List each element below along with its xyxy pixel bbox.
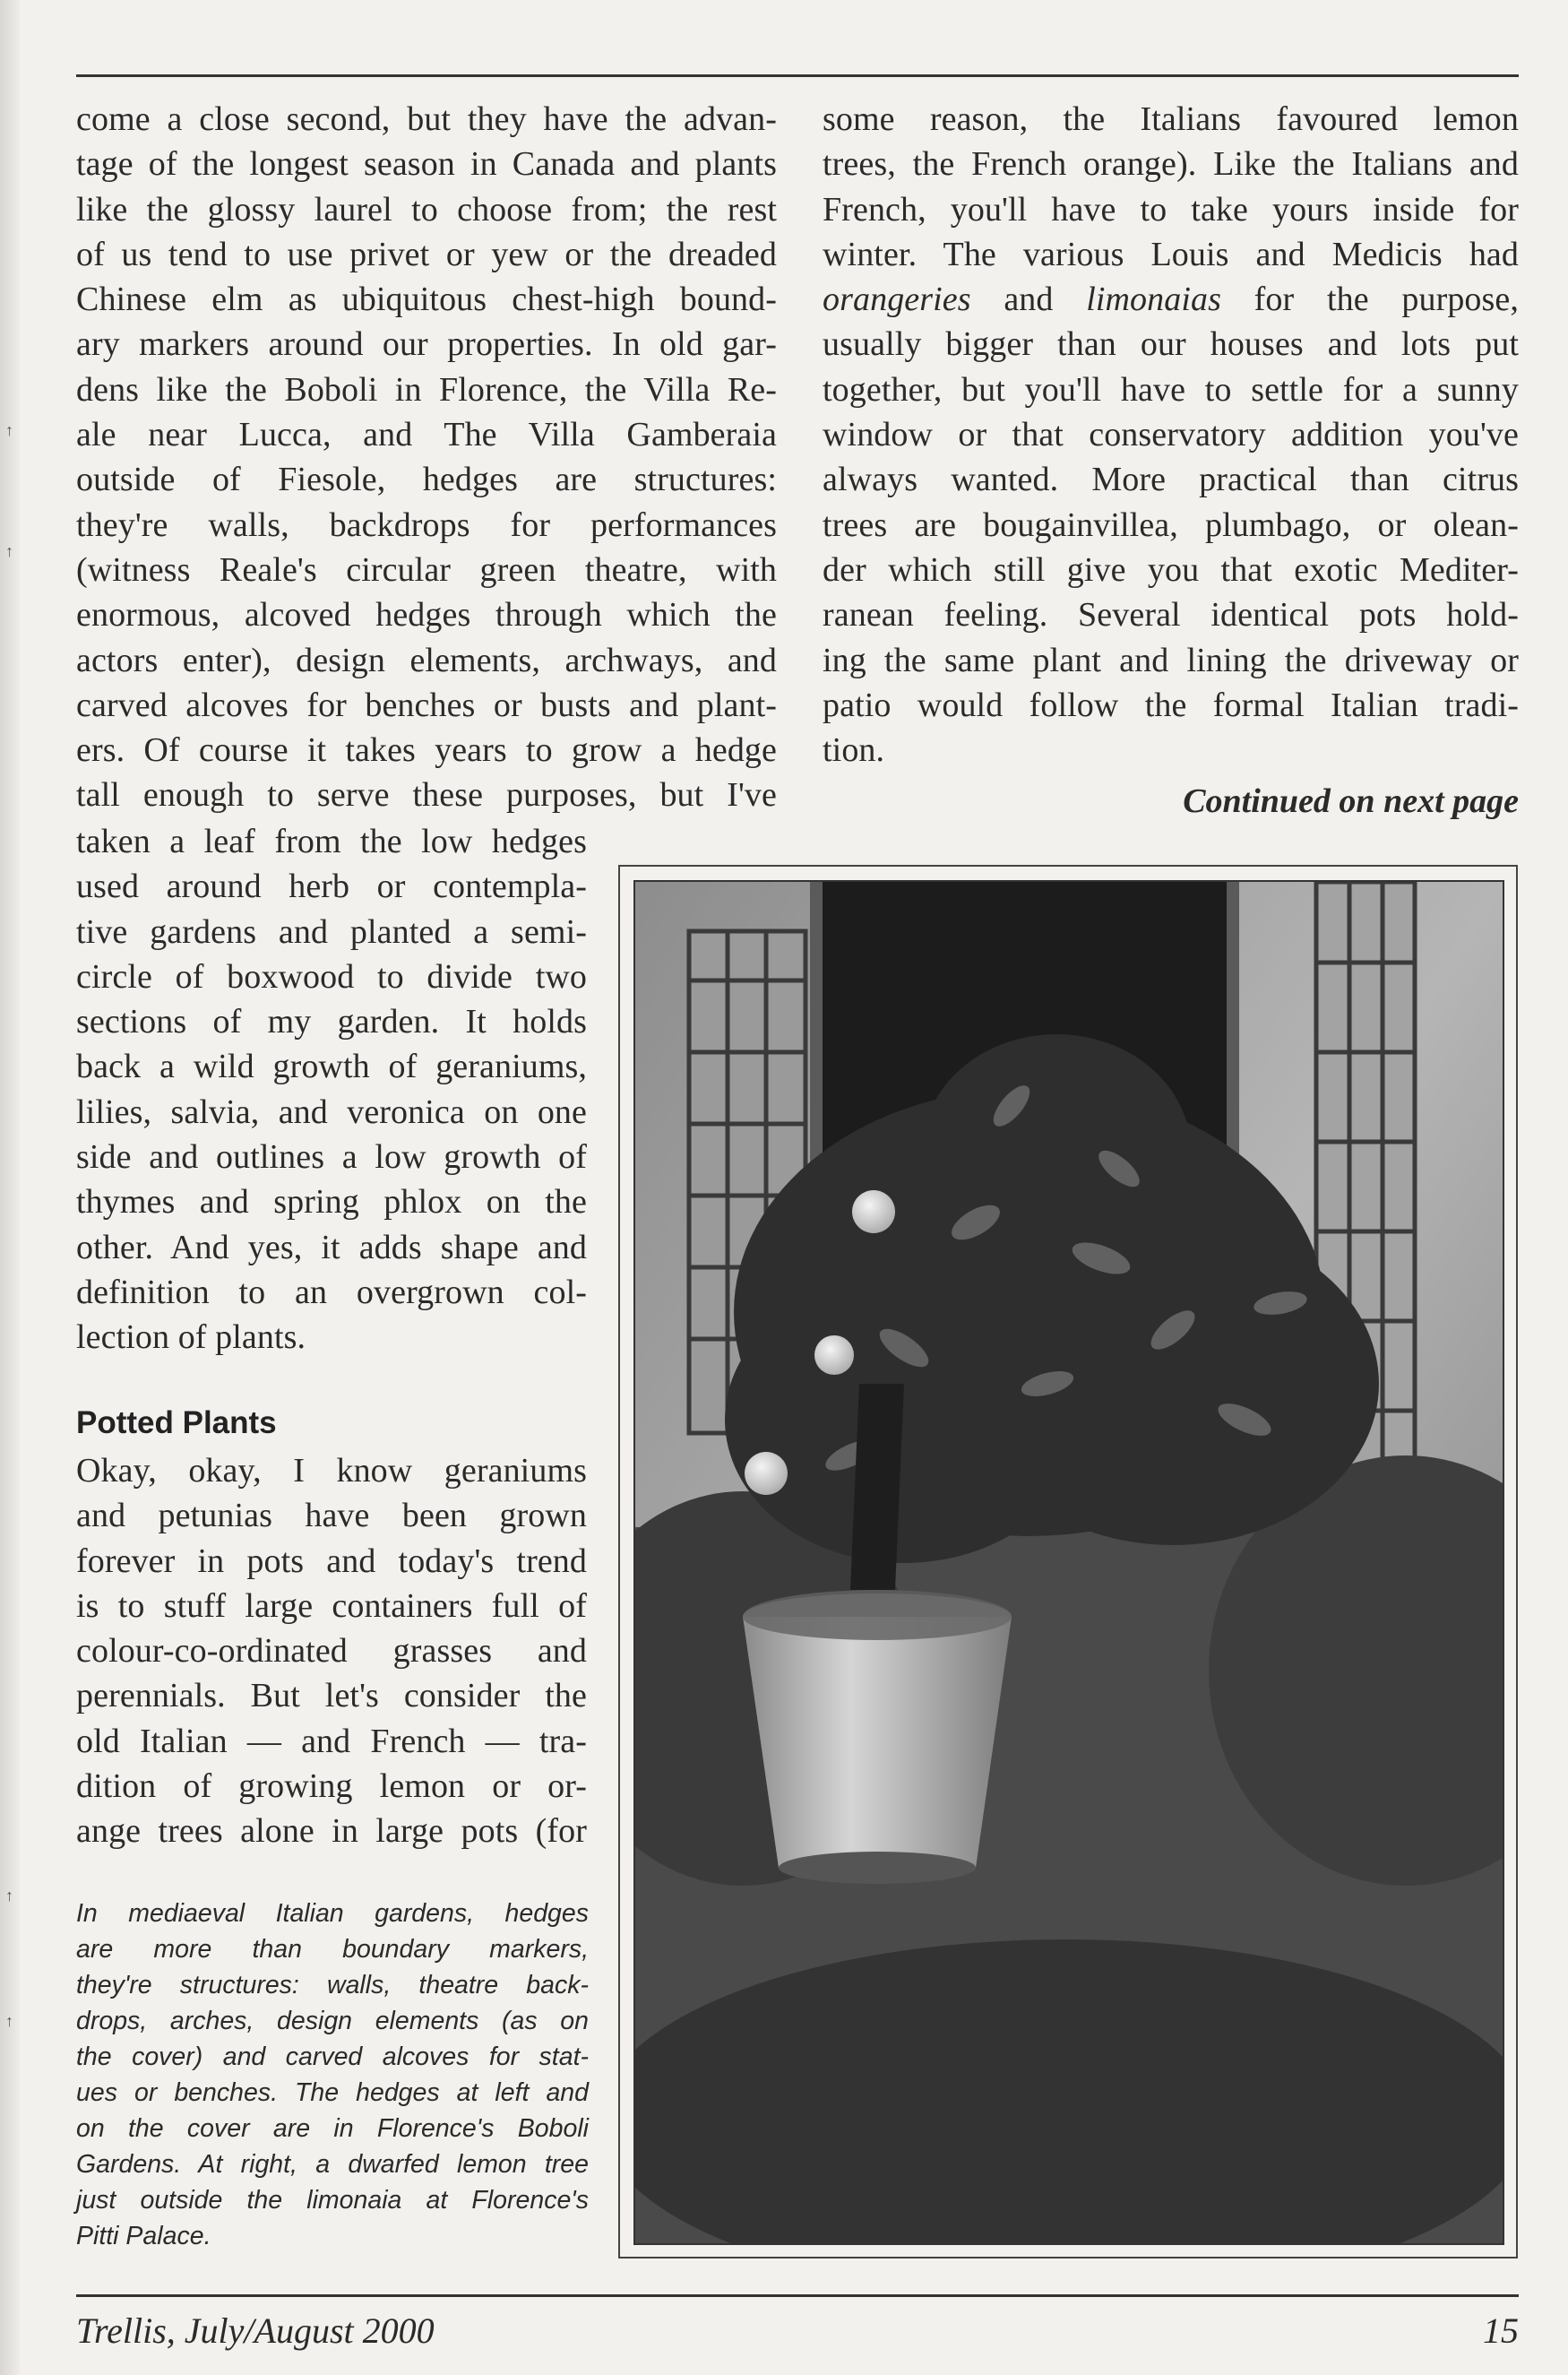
photo-frame xyxy=(618,865,1518,2258)
text-line: outside of Fiesole, hedges are structures: xyxy=(76,461,777,499)
caption-line: are more than boundary markers, xyxy=(76,1935,589,1964)
text-line: side and outlines a low growth of xyxy=(76,1138,587,1177)
text-line: ary markers around our properties. In old gar- xyxy=(76,325,777,364)
bottom-rule xyxy=(76,2294,1519,2297)
text-line: is to stuff large containers full of xyxy=(76,1586,587,1625)
text-line: thymes and spring phlox on the xyxy=(76,1183,587,1222)
page-number: 15 xyxy=(1483,2310,1519,2351)
text-line: usually bigger than our houses and lots put xyxy=(823,325,1519,364)
margin-mark: ↑ xyxy=(5,421,13,439)
text-line: some reason, the Italians favoured lemon xyxy=(823,100,1519,138)
text-line: taken a leaf from the low hedges xyxy=(76,823,587,860)
text-line: they're walls, backdrops for performances xyxy=(76,505,777,544)
text-line: colour-co-ordinated grasses and xyxy=(76,1632,587,1671)
margin-mark: ↑ xyxy=(5,2012,13,2030)
italic-word: orangeries xyxy=(823,281,971,319)
text-line: ranean feeling. Several identical pots hold- xyxy=(823,596,1519,635)
caption-line: the cover) and carved alcoves for stat- xyxy=(76,2042,589,2071)
text-line: French, you'll have to take yours inside for xyxy=(823,190,1519,229)
left-narrow-text xyxy=(76,819,587,1360)
text-line: actors enter), design elements, archways, and xyxy=(76,641,777,679)
continued-note: Continued on next page xyxy=(1183,782,1519,820)
caption-line: ues or benches. The hedges at left and xyxy=(76,2078,589,2107)
text-line: of us tend to use privet or yew or the dreaded xyxy=(76,235,777,273)
text-line: come a close second, but they have the advan- xyxy=(76,100,777,138)
text-line: used around herb or contempla- xyxy=(76,868,587,906)
text-line: together, but you'll have to settle for a sunny xyxy=(823,370,1519,409)
text-line: definition to an overgrown col- xyxy=(76,1273,587,1311)
publication-footer: Trellis, July/August 2000 xyxy=(76,2310,435,2351)
text-line: lilies, salvia, and veronica on one xyxy=(76,1092,587,1131)
text-line: tall enough to serve these purposes, but I've xyxy=(76,776,777,815)
text-line: tion. xyxy=(823,731,885,770)
lemon-tree-photo xyxy=(633,880,1504,2245)
caption-line: Pitti Palace. xyxy=(76,2222,211,2250)
text-line: always wanted. More practical than citrus xyxy=(823,461,1519,499)
text-line: winter. The various Louis and Medicis had xyxy=(823,235,1519,273)
italic-word: limonaias xyxy=(1086,281,1221,319)
text-line: lection of plants. xyxy=(76,1318,306,1357)
text-line: dens like the Boboli in Florence, the Villa Re- xyxy=(76,370,777,409)
text-line: ale near Lucca, and The Villa Gamberaia xyxy=(76,416,777,454)
text-line: back a wild growth of geraniums, xyxy=(76,1048,587,1086)
text-line: ers. Of course it takes years to grow a hedge xyxy=(76,731,777,770)
text-line: ange trees alone in large pots (for xyxy=(76,1812,587,1851)
text-line: trees are bougainvillea, plumbago, or olean- xyxy=(823,505,1519,544)
text-line: der which still give you that exotic Mediter- xyxy=(823,550,1519,589)
top-rule xyxy=(76,74,1519,77)
left-column-text xyxy=(76,97,777,818)
text-line: (witness Reale's circular green theatre, with xyxy=(76,550,777,589)
caption-line: In mediaeval Italian gardens, hedges xyxy=(76,1899,589,1928)
caption-line: they're structures: walls, theatre back- xyxy=(76,1971,589,1999)
text-line: forever in pots and today's trend xyxy=(76,1542,587,1580)
text-line: trees, the French orange). Like the Italians and xyxy=(823,145,1519,184)
text-line: tive gardens and planted a semi- xyxy=(76,912,587,951)
text-line: circle of boxwood to divide two xyxy=(76,957,587,996)
margin-mark: ↑ xyxy=(5,1887,13,1904)
section-heading: Potted Plants xyxy=(76,1405,277,1440)
right-column-text xyxy=(823,97,1519,773)
text-line: old Italian — and French — tra- xyxy=(76,1722,587,1760)
potted-plants-text xyxy=(76,1448,587,1854)
text-line: ing the same plant and lining the driveway or xyxy=(823,641,1519,679)
text-line-italic-words: orangeries and limonaias for the purpose, xyxy=(823,281,1519,319)
text-line: and petunias have been grown xyxy=(76,1497,587,1535)
text-line: patio would follow the formal Italian tradi- xyxy=(823,686,1519,724)
photo-caption xyxy=(76,1896,589,2254)
text-line: like the glossy laurel to choose from; the rest xyxy=(76,190,777,229)
caption-line: just outside the limonaia at Florence's xyxy=(76,2186,589,2215)
text-line: other. And yes, it adds shape and xyxy=(76,1228,587,1266)
margin-mark: ↑ xyxy=(5,542,13,560)
text-line: enormous, alcoved hedges through which the xyxy=(76,596,777,635)
text-line: Okay, okay, I know geraniums xyxy=(76,1452,587,1490)
text-line: sections of my garden. It holds xyxy=(76,1003,587,1041)
text-line: carved alcoves for benches or busts and plant- xyxy=(76,686,777,724)
text-line: tage of the longest season in Canada and plants xyxy=(76,145,777,184)
caption-line: Gardens. At right, a dwarfed lemon tree xyxy=(76,2150,589,2179)
text-line: dition of growing lemon or or- xyxy=(76,1767,587,1806)
text-line: Chinese elm as ubiquitous chest-high bound- xyxy=(76,281,777,319)
text-line: perennials. But let's consider the xyxy=(76,1677,587,1715)
caption-line: on the cover are in Florence's Boboli xyxy=(76,2114,589,2143)
caption-line: drops, arches, design elements (as on xyxy=(76,2007,589,2035)
text-line: window or that conservatory addition you've xyxy=(823,416,1519,454)
